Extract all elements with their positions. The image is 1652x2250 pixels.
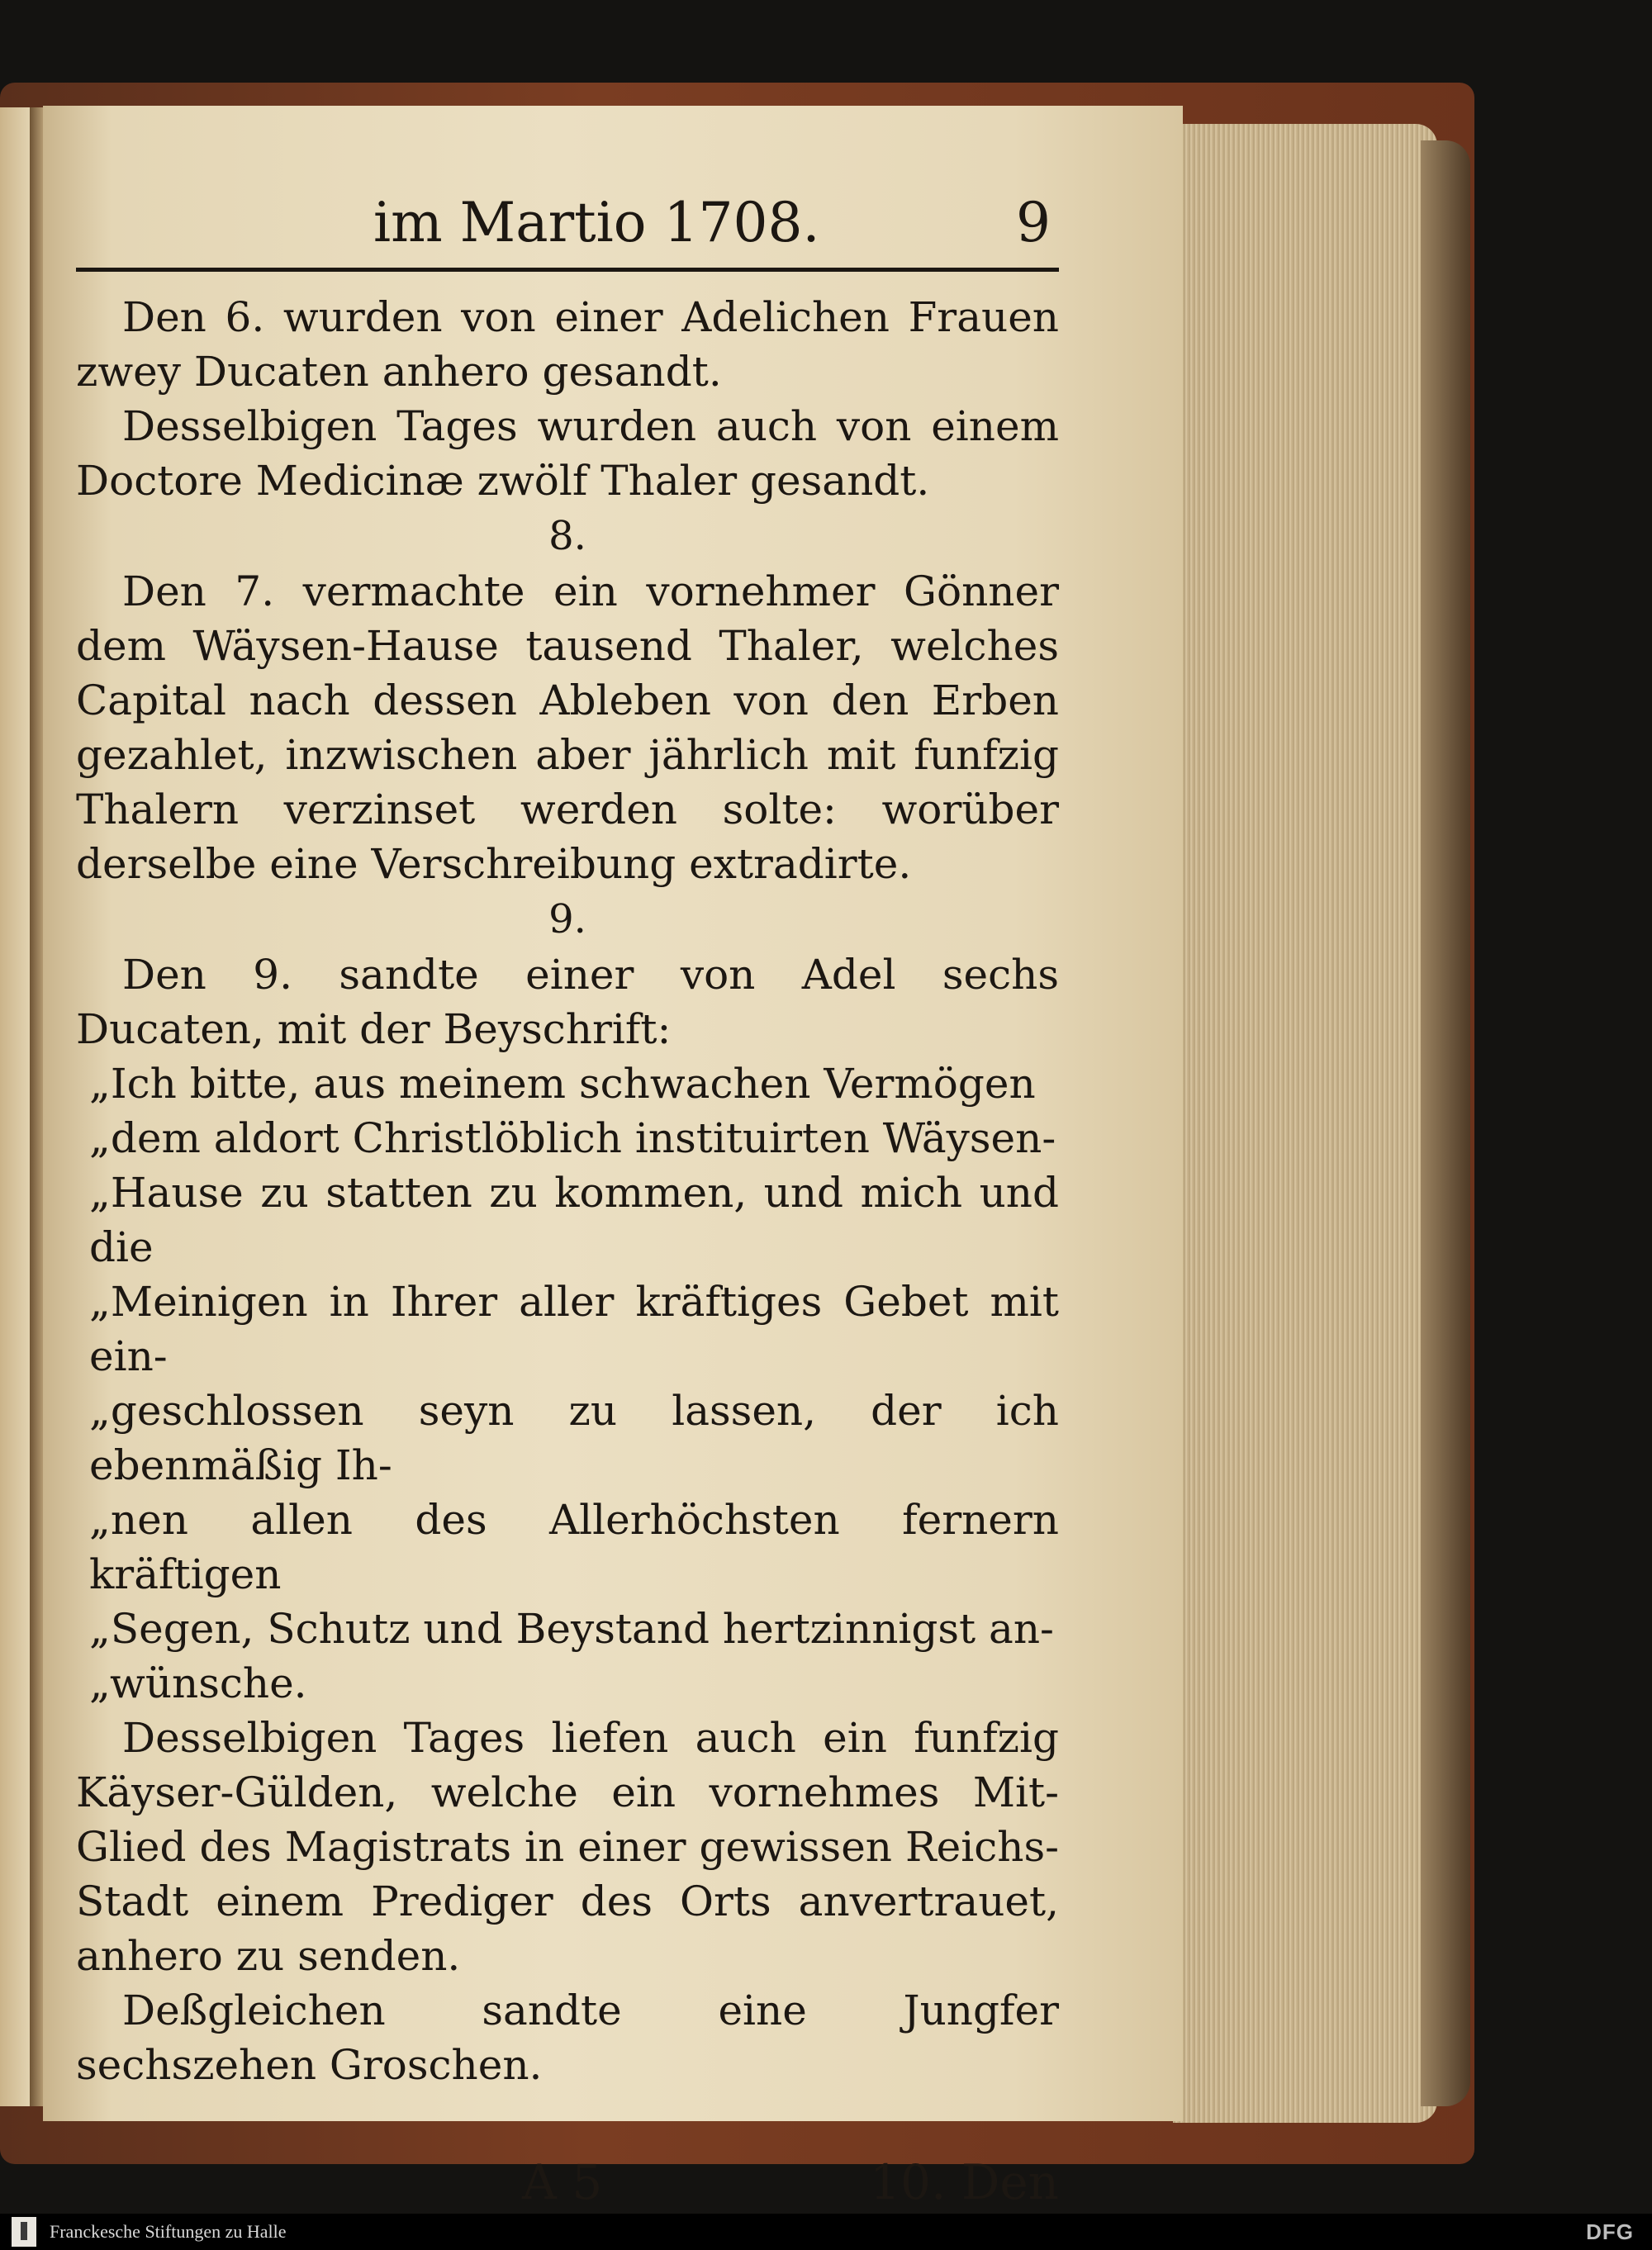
funder-logo: DFG	[1586, 2219, 1634, 2244]
signature-mark: A 5	[522, 2154, 603, 2210]
text-block	[76, 190, 1059, 2219]
paragraph: Den 9. sandte einer von Adel sechs Ducaten, mit der Beyschrift:	[76, 951, 1059, 1053]
quote-line: „Hause zu statten zu kommen, und mich und die	[89, 1169, 1059, 1271]
header-rule	[76, 268, 1059, 272]
running-title: im Martio 1708.	[373, 191, 820, 254]
paragraph: Deßgleichen sandte eine Jungfer sechszehen Groschen.	[76, 1987, 1059, 2089]
signature-line	[76, 2145, 1059, 2219]
catchword: 10. Den	[870, 2154, 1059, 2210]
section-number: 8.	[548, 513, 586, 559]
section-number: 9.	[548, 896, 586, 942]
quote-line: „Segen, Schutz und Beystand hertzinnigst an-	[89, 1605, 1054, 1653]
page-block-edges	[1173, 124, 1437, 2123]
left-page-edge	[0, 107, 30, 2106]
quote-line: „nen allen des Allerhöchsten fernern kräftigen	[89, 1496, 1059, 1598]
book-gutter	[30, 107, 43, 2106]
quote-line: „wünsche.	[89, 1659, 307, 1707]
viewer-footer-bar	[0, 2214, 1652, 2250]
quote-line: „geschlossen seyn zu lassen, der ich ebenmäßig Ih-	[89, 1387, 1059, 1489]
paragraph: Den 6. wurden von einer Adelichen Frauen zwey Ducaten anhero gesandt.	[76, 293, 1059, 396]
quote-line: „Meinigen in Ihrer aller kräftiges Gebet mit ein-	[89, 1278, 1059, 1380]
quote-line: „dem aldort Christlöblich instituirten Wäysen-	[89, 1114, 1056, 1162]
fore-edge-shadow	[1421, 140, 1470, 2106]
paragraph: Den 7. vermachte ein vornehmer Gönner dem Wäysen-Hause tausend Thaler, welches Capital nach dessen Ableben von den Erben gezahlet, inzwischen aber jährlich mit funfzig Thalern verzinset werden solte: worüber derselbe eine Verschreibung extradirte.	[76, 567, 1059, 888]
institution-logo-icon	[12, 2217, 36, 2247]
quote-line: „Ich bitte, aus meinem schwachen Vermögen	[89, 1060, 1036, 1108]
paragraph: Desselbigen Tages liefen auch ein funfzig Käyser-Gülden, welche ein vornehmes Mit-Glied des Magistrats in einer gewissen Reichs-Stadt einem Prediger des Orts anvertrauet, anhero zu senden.	[76, 1714, 1059, 1980]
paragraph: Desselbigen Tages wurden auch von einem Doctore Medicinæ zwölf Thaler gesandt.	[76, 402, 1059, 505]
body-text	[76, 290, 1059, 2092]
page-number: 9	[1016, 191, 1051, 254]
institution-name: Franckesche Stiftungen zu Halle	[50, 2221, 287, 2242]
running-head	[76, 190, 1059, 256]
